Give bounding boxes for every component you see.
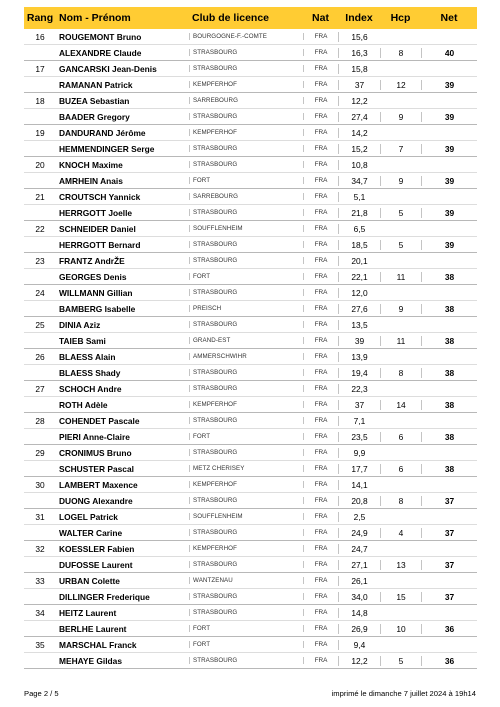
player-name: URBAN Colette	[59, 575, 120, 586]
hcp-value: 6	[380, 432, 421, 442]
rank-cell: 17	[35, 63, 45, 74]
nationality: FRA	[303, 497, 338, 504]
table-row	[24, 317, 477, 333]
club-name: SARREBOURG	[189, 193, 303, 200]
nationality: FRA	[303, 209, 338, 216]
rank-cell: 33	[35, 575, 45, 586]
net-score: 40	[421, 48, 477, 58]
index-value: 27,6	[338, 304, 380, 314]
table-row	[24, 509, 477, 525]
player-name: ALEXANDRE Claude	[59, 47, 142, 58]
table-row	[24, 621, 477, 636]
club-name: SOUFFLENHEIM	[189, 225, 303, 232]
index-value: 12,2	[338, 656, 380, 666]
index-value: 9,4	[338, 640, 380, 650]
club-name: STRASBOURG	[189, 65, 303, 72]
table-row	[24, 189, 477, 205]
club-name: STRASBOURG	[189, 321, 303, 328]
player-name: HERRGOTT Joelle	[59, 207, 133, 218]
club-name: STRASBOURG	[189, 209, 303, 216]
team-group	[24, 605, 477, 637]
nationality: FRA	[303, 129, 338, 136]
net-score: 37	[421, 592, 477, 602]
table-body	[24, 29, 477, 669]
hcp-value: 8	[380, 368, 421, 378]
index-value: 12,2	[338, 96, 380, 106]
index-value: 27,1	[338, 560, 380, 570]
team-group	[24, 157, 477, 189]
net-score: 37	[421, 528, 477, 538]
club-name: STRASBOURG	[189, 145, 303, 152]
index-value: 39	[338, 336, 380, 346]
net-score: 39	[421, 112, 477, 122]
index-value: 15,2	[338, 144, 380, 154]
nationality: FRA	[303, 273, 338, 280]
index-value: 14,8	[338, 608, 380, 618]
nationality: FRA	[303, 641, 338, 648]
hcp-value: 6	[380, 464, 421, 474]
table-row	[24, 381, 477, 397]
nationality: FRA	[303, 625, 338, 632]
team-group	[24, 285, 477, 317]
club-name: STRASBOURG	[189, 593, 303, 600]
player-name: KNOCH Maxime	[59, 159, 123, 170]
table-row	[24, 157, 477, 173]
club-name: METZ CHERISEY	[189, 465, 303, 472]
header-nat: Nat	[312, 12, 329, 24]
club-name: KEMPFERHOF	[189, 129, 303, 136]
player-name: BAMBERG Isabelle	[59, 303, 136, 314]
team-group	[24, 477, 477, 509]
club-name: KEMPFERHOF	[189, 545, 303, 552]
club-name: STRASBOURG	[189, 49, 303, 56]
table-row	[24, 589, 477, 604]
index-value: 15,8	[338, 64, 380, 74]
club-name: STRASBOURG	[189, 417, 303, 424]
index-value: 37	[338, 80, 380, 90]
nationality: FRA	[303, 417, 338, 424]
club-name: GRAND-EST	[189, 337, 303, 344]
hcp-value: 9	[380, 176, 421, 186]
rank-cell: 27	[35, 383, 45, 394]
club-name: FORT	[189, 433, 303, 440]
club-name: FORT	[189, 625, 303, 632]
table-row	[24, 365, 477, 380]
player-name: DILLINGER Frederique	[59, 591, 150, 602]
hcp-value: 5	[380, 240, 421, 250]
player-name: BUZEA Sebastian	[59, 95, 130, 106]
rank-cell: 32	[35, 543, 45, 554]
net-score: 37	[421, 496, 477, 506]
club-name: WANTZENAU	[189, 577, 303, 584]
header-hcp: Hcp	[390, 12, 411, 24]
hcp-value: 5	[380, 656, 421, 666]
rank-cell: 34	[35, 607, 45, 618]
table-row	[24, 205, 477, 220]
nationality: FRA	[303, 529, 338, 536]
index-value: 21,8	[338, 208, 380, 218]
hcp-value: 5	[380, 208, 421, 218]
index-value: 6,5	[338, 224, 380, 234]
table-row	[24, 413, 477, 429]
club-name: STRASBOURG	[189, 289, 303, 296]
nationality: FRA	[303, 353, 338, 360]
team-group	[24, 221, 477, 253]
table-row	[24, 221, 477, 237]
nationality: FRA	[303, 513, 338, 520]
index-value: 26,9	[338, 624, 380, 634]
club-name: KEMPFERHOF	[189, 481, 303, 488]
index-value: 14,2	[338, 128, 380, 138]
player-name: DUONG Alexandre	[59, 495, 133, 506]
nationality: FRA	[303, 65, 338, 72]
table-row	[24, 125, 477, 141]
player-name: GANCARSKI Jean-Denis	[59, 63, 157, 74]
net-score: 38	[421, 368, 477, 378]
team-group	[24, 541, 477, 573]
table-row	[24, 349, 477, 365]
table-row	[24, 445, 477, 461]
index-value: 19,4	[338, 368, 380, 378]
player-name: SCHOCH Andre	[59, 383, 122, 394]
table-row	[24, 397, 477, 412]
player-name: KOESSLER Fabien	[59, 543, 135, 554]
header-name: Nom - Prénom	[59, 12, 131, 24]
index-value: 20,8	[338, 496, 380, 506]
rank-cell: 35	[35, 639, 45, 650]
rank-cell: 23	[35, 255, 45, 266]
club-name: AMMERSCHWIHR	[189, 353, 303, 360]
player-name: CROUTSCH Yannick	[59, 191, 141, 202]
player-name: MARSCHAL Franck	[59, 639, 137, 650]
player-name: FRANTZ AndrŽE	[59, 255, 125, 266]
player-name: SCHUSTER Pascal	[59, 463, 134, 474]
nationality: FRA	[303, 289, 338, 296]
net-score: 38	[421, 336, 477, 346]
nationality: FRA	[303, 337, 338, 344]
net-score: 38	[421, 432, 477, 442]
player-name: LOGEL Patrick	[59, 511, 118, 522]
index-value: 24,9	[338, 528, 380, 538]
club-name: STRASBOURG	[189, 529, 303, 536]
index-value: 24,7	[338, 544, 380, 554]
table-row	[24, 541, 477, 557]
net-score: 39	[421, 80, 477, 90]
player-name: DUFOSSE Laurent	[59, 559, 133, 570]
player-name: TAIEB Sami	[59, 335, 106, 346]
player-name: WILLMANN Gillian	[59, 287, 133, 298]
table-row	[24, 61, 477, 77]
table-row	[24, 93, 477, 109]
club-name: STRASBOURG	[189, 609, 303, 616]
nationality: FRA	[303, 657, 338, 664]
player-name: HERRGOTT Bernard	[59, 239, 141, 250]
index-value: 16,3	[338, 48, 380, 58]
club-name: KEMPFERHOF	[189, 81, 303, 88]
player-name: MEHAYE Gildas	[59, 655, 122, 666]
nationality: FRA	[303, 433, 338, 440]
net-score: 39	[421, 144, 477, 154]
table-row	[24, 77, 477, 92]
index-value: 10,8	[338, 160, 380, 170]
index-value: 34,0	[338, 592, 380, 602]
net-score: 38	[421, 400, 477, 410]
table-row	[24, 29, 477, 45]
hcp-value: 9	[380, 112, 421, 122]
rank-cell: 29	[35, 447, 45, 458]
team-group	[24, 125, 477, 157]
club-name: PREISCH	[189, 305, 303, 312]
index-value: 17,7	[338, 464, 380, 474]
nationality: FRA	[303, 145, 338, 152]
header-club: Club de licence	[192, 12, 270, 24]
player-name: BERLHE Laurent	[59, 623, 127, 634]
rank-cell: 16	[35, 31, 45, 42]
index-value: 34,7	[338, 176, 380, 186]
hcp-value: 11	[380, 336, 421, 346]
nationality: FRA	[303, 561, 338, 568]
nationality: FRA	[303, 97, 338, 104]
nationality: FRA	[303, 577, 338, 584]
player-name: HEITZ Laurent	[59, 607, 117, 618]
player-name: CRONIMUS Bruno	[59, 447, 132, 458]
table-row	[24, 269, 477, 284]
net-score: 38	[421, 304, 477, 314]
player-name: COHENDET Pascale	[59, 415, 140, 426]
index-value: 27,4	[338, 112, 380, 122]
hcp-value: 14	[380, 400, 421, 410]
table-row	[24, 237, 477, 252]
rank-cell: 20	[35, 159, 45, 170]
index-value: 37	[338, 400, 380, 410]
net-score: 36	[421, 656, 477, 666]
player-name: PIERI Anne-Claire	[59, 431, 130, 442]
net-score: 37	[421, 560, 477, 570]
team-group	[24, 413, 477, 445]
nationality: FRA	[303, 593, 338, 600]
hcp-value: 15	[380, 592, 421, 602]
rank-cell: 26	[35, 351, 45, 362]
rank-cell: 24	[35, 287, 45, 298]
index-value: 9,9	[338, 448, 380, 458]
club-name: KEMPFERHOF	[189, 401, 303, 408]
nationality: FRA	[303, 369, 338, 376]
table-row	[24, 141, 477, 156]
player-name: DINIA Aziz	[59, 319, 101, 330]
club-name: STRASBOURG	[189, 113, 303, 120]
header-index: Index	[345, 12, 373, 24]
nationality: FRA	[303, 401, 338, 408]
hcp-value: 8	[380, 48, 421, 58]
hcp-value: 4	[380, 528, 421, 538]
nationality: FRA	[303, 225, 338, 232]
team-group	[24, 349, 477, 381]
table-row	[24, 285, 477, 301]
player-name: AMRHEIN Anais	[59, 175, 123, 186]
index-value: 12,0	[338, 288, 380, 298]
player-name: HEMMENDINGER Serge	[59, 143, 155, 154]
nationality: FRA	[303, 609, 338, 616]
nationality: FRA	[303, 449, 338, 456]
index-value: 20,1	[338, 256, 380, 266]
team-group	[24, 637, 477, 669]
team-group	[24, 189, 477, 221]
nationality: FRA	[303, 545, 338, 552]
club-name: FORT	[189, 273, 303, 280]
club-name: FORT	[189, 641, 303, 648]
index-value: 15,6	[338, 32, 380, 42]
player-name: ROTH Adèle	[59, 399, 108, 410]
table-row	[24, 109, 477, 124]
nationality: FRA	[303, 305, 338, 312]
table-row	[24, 493, 477, 508]
nationality: FRA	[303, 257, 338, 264]
nationality: FRA	[303, 321, 338, 328]
index-value: 14,1	[338, 480, 380, 490]
net-score: 39	[421, 208, 477, 218]
player-name: BLAESS Shady	[59, 367, 121, 378]
nationality: FRA	[303, 49, 338, 56]
net-score: 39	[421, 240, 477, 250]
table-row	[24, 429, 477, 444]
nationality: FRA	[303, 177, 338, 184]
rank-cell: 18	[35, 95, 45, 106]
rank-cell: 19	[35, 127, 45, 138]
hcp-value: 9	[380, 304, 421, 314]
index-value: 22,1	[338, 272, 380, 282]
hcp-value: 11	[380, 272, 421, 282]
player-name: DANDURAND Jérôme	[59, 127, 146, 138]
nationality: FRA	[303, 465, 338, 472]
rank-cell: 25	[35, 319, 45, 330]
player-name: WALTER Carine	[59, 527, 123, 538]
index-value: 2,5	[338, 512, 380, 522]
page-number: Page 2 / 5	[24, 689, 59, 698]
print-date: imprimé le dimanche 7 juillet 2024 à 19h14	[331, 689, 476, 698]
index-value: 26,1	[338, 576, 380, 586]
club-name: STRASBOURG	[189, 369, 303, 376]
header-rang: Rang	[26, 12, 54, 24]
index-value: 13,5	[338, 320, 380, 330]
club-name: STRASBOURG	[189, 385, 303, 392]
table-row	[24, 557, 477, 572]
table-row	[24, 301, 477, 316]
player-name: LAMBERT Maxence	[59, 479, 138, 490]
hcp-value: 13	[380, 560, 421, 570]
index-value: 18,5	[338, 240, 380, 250]
index-value: 7,1	[338, 416, 380, 426]
club-name: STRASBOURG	[189, 449, 303, 456]
club-name: STRASBOURG	[189, 497, 303, 504]
team-group	[24, 317, 477, 349]
index-value: 13,9	[338, 352, 380, 362]
rank-cell: 31	[35, 511, 45, 522]
table-row	[24, 253, 477, 269]
team-group	[24, 61, 477, 93]
team-group	[24, 445, 477, 477]
nationality: FRA	[303, 33, 338, 40]
hcp-value: 10	[380, 624, 421, 634]
net-score: 39	[421, 176, 477, 186]
rank-cell: 28	[35, 415, 45, 426]
index-value: 5,1	[338, 192, 380, 202]
player-name: BAADER Gregory	[59, 111, 130, 122]
club-name: STRASBOURG	[189, 657, 303, 664]
team-group	[24, 253, 477, 285]
nationality: FRA	[303, 81, 338, 88]
team-group	[24, 509, 477, 541]
team-group	[24, 93, 477, 125]
header-net: Net	[440, 12, 458, 24]
hcp-value: 8	[380, 496, 421, 506]
index-value: 23,5	[338, 432, 380, 442]
rank-cell: 21	[35, 191, 45, 202]
net-score: 36	[421, 624, 477, 634]
table-header	[24, 7, 477, 29]
club-name: SOUFFLENHEIM	[189, 513, 303, 520]
player-name: RAMANAN Patrick	[59, 79, 133, 90]
table-row	[24, 605, 477, 621]
table-row	[24, 637, 477, 653]
table-row	[24, 525, 477, 540]
club-name: STRASBOURG	[189, 257, 303, 264]
club-name: STRASBOURG	[189, 161, 303, 168]
player-name: GEORGES Denis	[59, 271, 127, 282]
player-name: SCHNEIDER Daniel	[59, 223, 136, 234]
team-group	[24, 29, 477, 61]
rank-cell: 30	[35, 479, 45, 490]
rank-cell: 22	[35, 223, 45, 234]
nationality: FRA	[303, 241, 338, 248]
table-row	[24, 477, 477, 493]
nationality: FRA	[303, 161, 338, 168]
club-name: BOURGOGNE-F.-COMTE	[189, 33, 303, 40]
results-table	[24, 7, 477, 669]
table-row	[24, 573, 477, 589]
club-name: SARREBOURG	[189, 97, 303, 104]
table-row	[24, 45, 477, 60]
nationality: FRA	[303, 193, 338, 200]
table-row	[24, 173, 477, 188]
club-name: STRASBOURG	[189, 241, 303, 248]
hcp-value: 7	[380, 144, 421, 154]
nationality: FRA	[303, 113, 338, 120]
team-group	[24, 573, 477, 605]
club-name: STRASBOURG	[189, 561, 303, 568]
index-value: 22,3	[338, 384, 380, 394]
hcp-value: 12	[380, 80, 421, 90]
net-score: 38	[421, 272, 477, 282]
table-row	[24, 461, 477, 476]
player-name: BLAESS Alain	[59, 351, 116, 362]
table-row	[24, 653, 477, 668]
table-row	[24, 333, 477, 348]
net-score: 38	[421, 464, 477, 474]
nationality: FRA	[303, 385, 338, 392]
player-name: ROUGEMONT Bruno	[59, 31, 142, 42]
team-group	[24, 381, 477, 413]
club-name: FORT	[189, 177, 303, 184]
nationality: FRA	[303, 481, 338, 488]
